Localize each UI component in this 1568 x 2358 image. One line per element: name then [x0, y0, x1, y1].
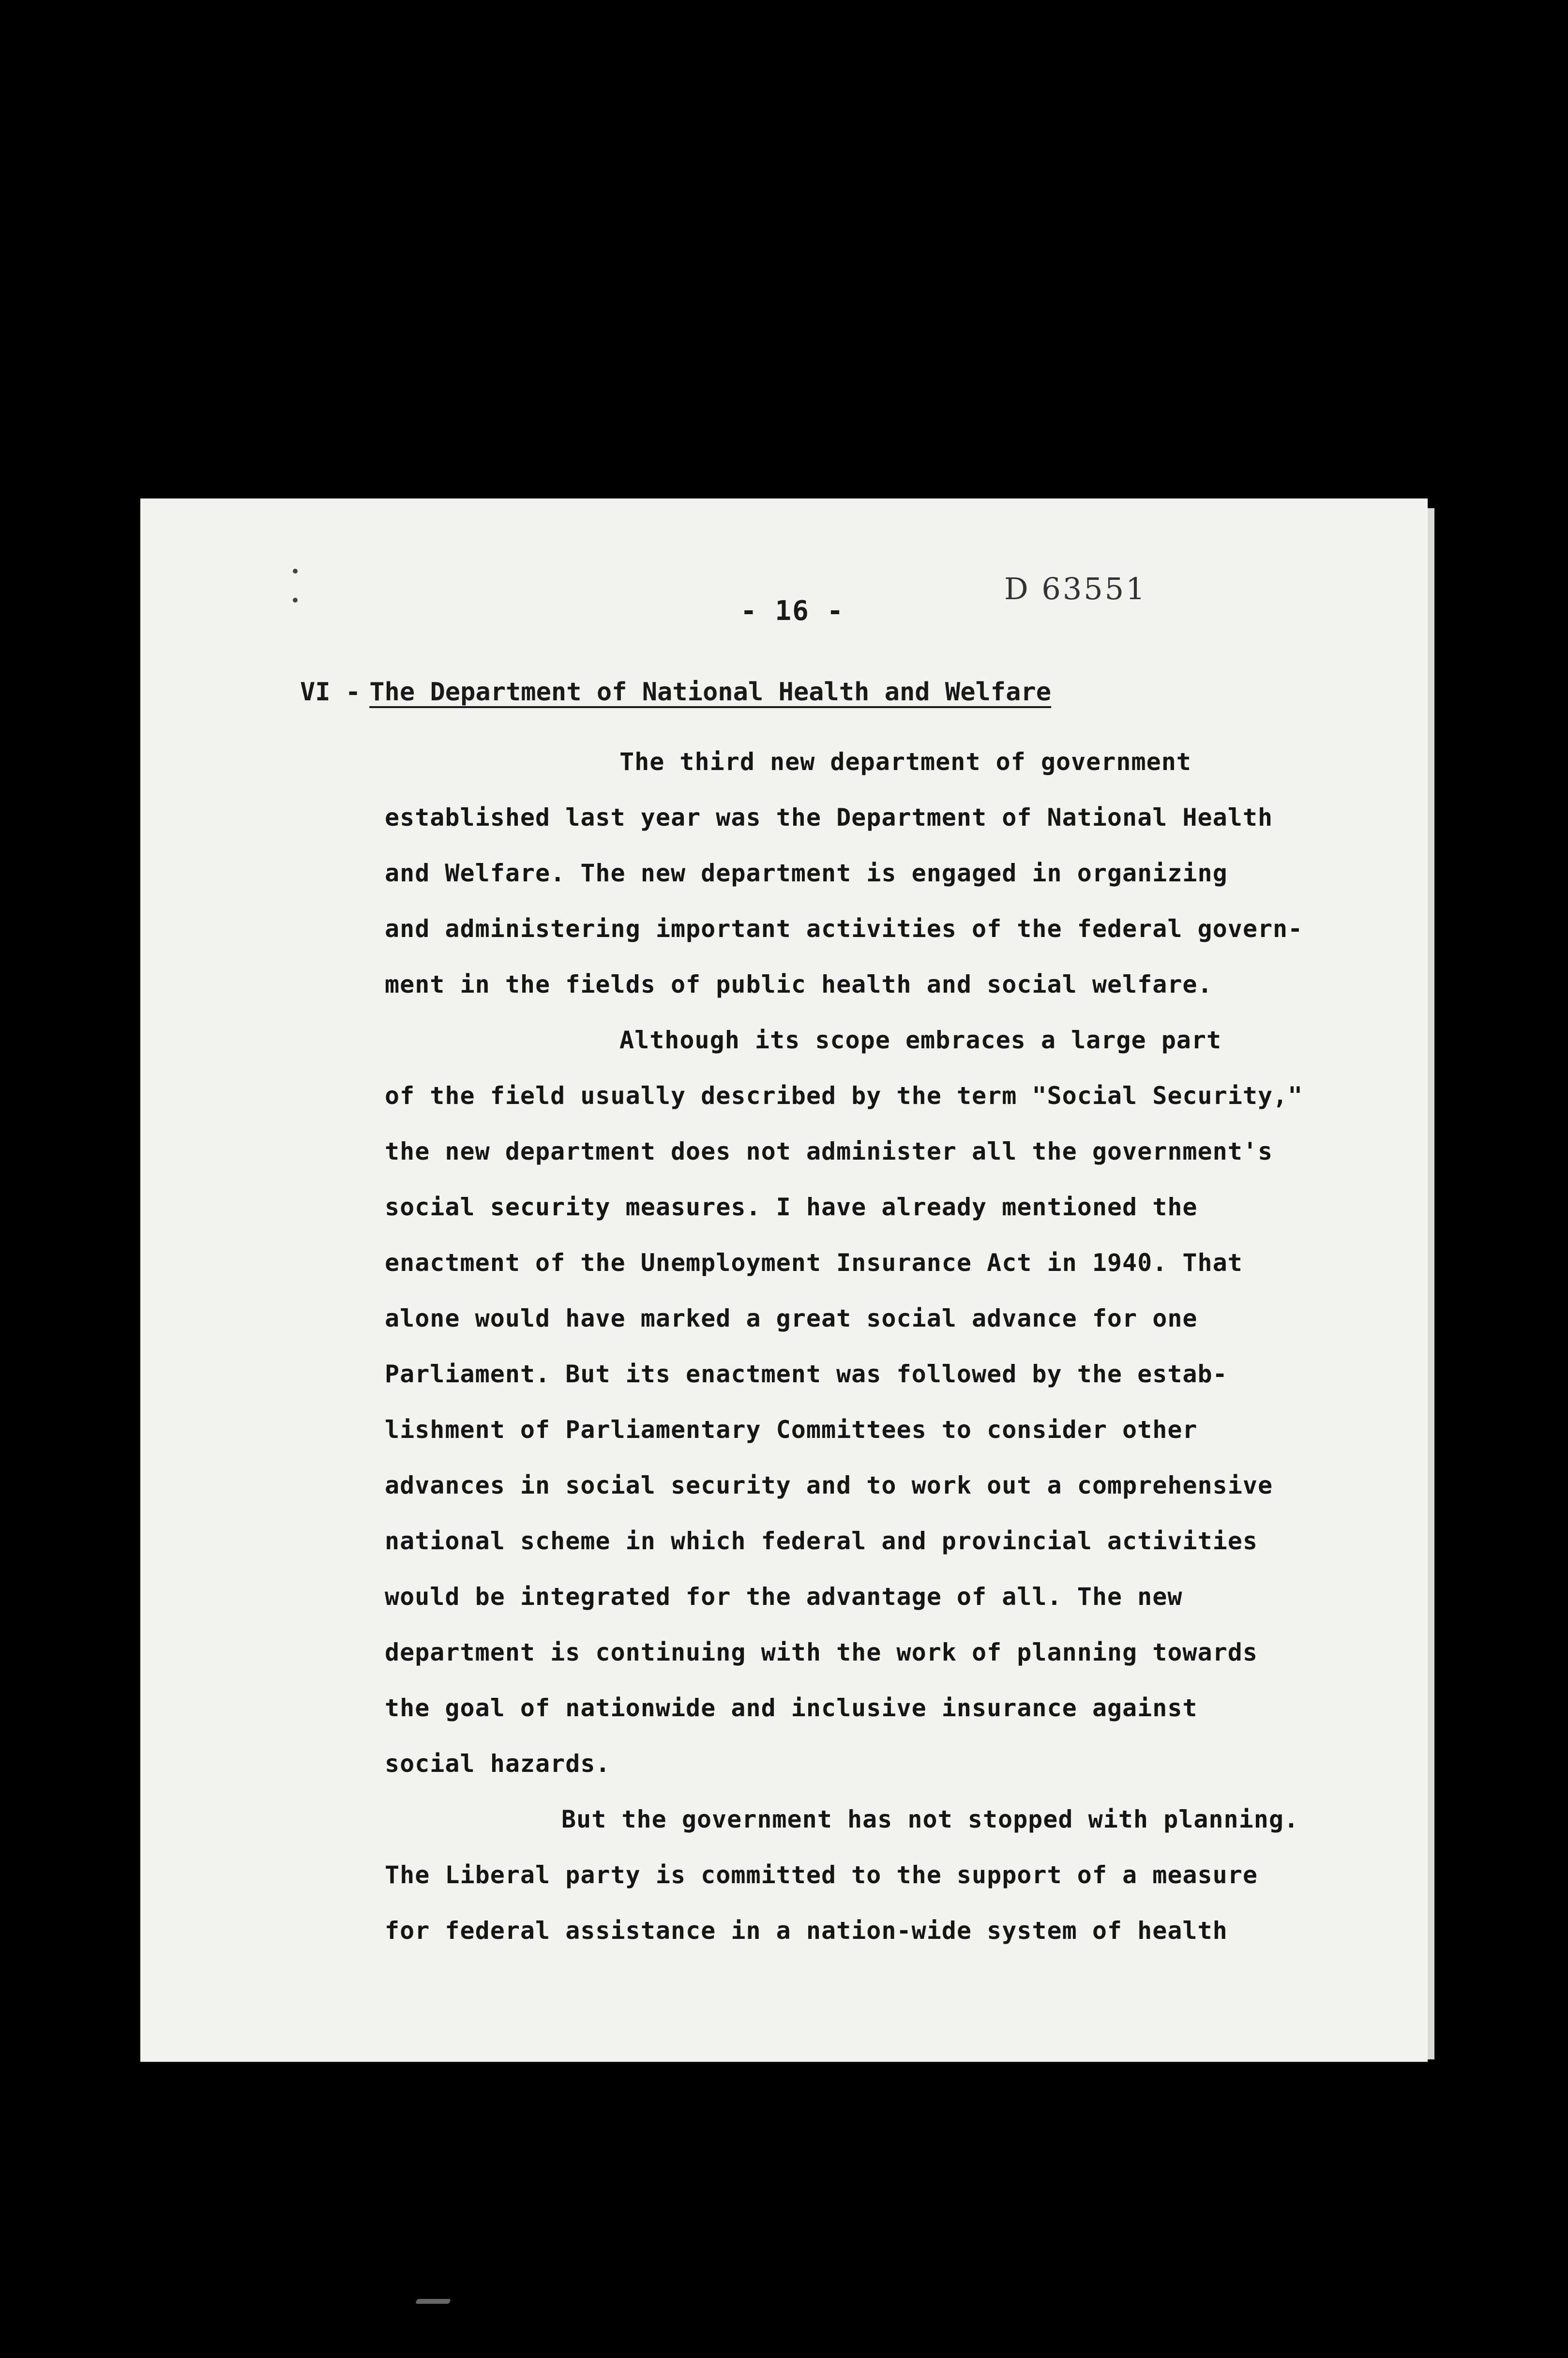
page-edge — [1428, 508, 1434, 2059]
text-line: and Welfare. The new department is engaged in organizing — [385, 859, 1228, 887]
page-number: - 16 - — [740, 595, 844, 627]
document-reference: D 63551 — [1004, 571, 1147, 606]
text-line: social hazards. — [385, 1750, 611, 1778]
text-line: The Liberal party is committed to the support of a measure — [385, 1861, 1258, 1889]
section-number: VI - — [300, 678, 361, 707]
text-line: national scheme in which federal and provincial activities — [385, 1527, 1258, 1555]
section-heading — [300, 678, 1051, 707]
text-line: enactment of the Unemployment Insurance Act in 1940. That — [385, 1249, 1243, 1277]
text-line: for federal assistance in a nation-wide system of health — [385, 1917, 1228, 1945]
section-title: The Department of National Health and Welfare — [369, 678, 1052, 707]
text-line: But the government has not stopped with planning. — [561, 1805, 1299, 1833]
text-line: alone would have marked a great social advance for one — [385, 1304, 1198, 1332]
text-line: the new department does not administer all the government's — [385, 1137, 1273, 1165]
text-line: Although its scope embraces a large part — [619, 1026, 1222, 1054]
film-scuff — [415, 2299, 451, 2304]
text-line: established last year was the Department of National Health — [385, 803, 1273, 831]
text-line: and administering important activities of the federal govern- — [385, 915, 1303, 943]
text-line: advances in social security and to work out a comprehensive — [385, 1471, 1273, 1499]
text-line: The third new department of government — [619, 748, 1191, 776]
text-line: would be integrated for the advantage of all. The new — [385, 1583, 1183, 1611]
text-line: social security measures. I have already mentioned the — [385, 1193, 1198, 1221]
punch-mark — [293, 598, 298, 603]
document-page — [140, 499, 1428, 2062]
text-line: ment in the fields of public health and social welfare. — [385, 970, 1213, 998]
text-line: department is continuing with the work of planning towards — [385, 1638, 1258, 1666]
punch-mark — [293, 569, 298, 574]
text-line: the goal of nationwide and inclusive insurance against — [385, 1694, 1198, 1722]
text-line: Parliament. But its enactment was followed by the estab- — [385, 1360, 1228, 1388]
text-line: lishment of Parliamentary Committees to consider other — [385, 1416, 1198, 1444]
text-line: of the field usually described by the term "Social Security," — [385, 1082, 1303, 1110]
